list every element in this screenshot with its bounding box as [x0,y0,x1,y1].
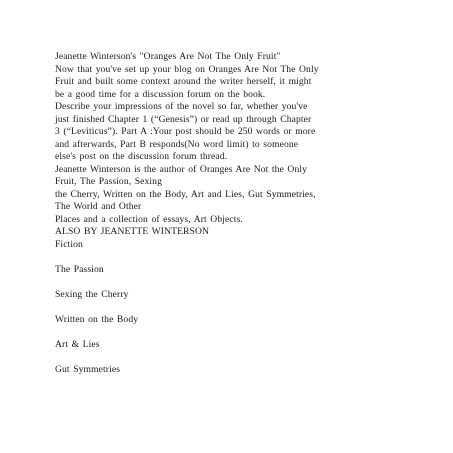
list-item: The Passion [55,263,104,275]
author-bio-line-4: The World and Other [55,201,142,212]
author-bio-line-1: Jeanette Winterson is the author of Oranges Are Not the Only [55,163,308,175]
author-bio-paragraph [55,164,400,227]
instructions-line-2: just finished Chapter 1 (“Genesis”) or read up through Chapter [55,113,312,125]
intro-line-1: Now that you've set up your blog on Oranges Are Not The Only [55,63,319,75]
instructions-line-5: else's post on the discussion forum thread. [55,151,228,162]
intro-line-2: Fruit and built some context around the writer herself, it might [55,76,312,87]
author-bio-line-3: the Cherry, Written on the Body, Art and Lies, Gut Symmetries, [55,188,316,200]
author-bio-line-5: Places and a collection of essays, Art Objects. [55,213,243,225]
list-item: Sexing the Cherry [55,288,129,300]
instructions-line-4: and afterwards, Part B responds(No word limit) to someone [55,138,299,150]
list-item: Art & Lies [55,338,100,350]
intro-paragraph [55,64,400,102]
instructions-line-3: 3 (“Leviticus”). Part A :Your post should be 250 words or more [55,126,316,137]
list-item: Fiction [55,238,83,250]
also-by-heading: ALSO BY JEANETTE WINTERSON [55,226,210,237]
author-bio-line-2: Fruit, The Passion, Sexing [55,176,162,187]
intro-line-3: be a good time for a discussion forum on the book. [55,88,266,100]
book-list [55,239,400,377]
document-title [55,51,400,64]
instructions-line-1: Describe your impressions of the novel so far, whether you've [55,101,308,112]
list-item: Written on the Body [55,313,139,325]
title-line: Jeanette Winterson's "Oranges Are Not The Only Fruit" [55,51,281,62]
instructions-paragraph [55,101,400,164]
list-item: Gut Symmetries [55,363,121,375]
document-content [55,51,400,389]
